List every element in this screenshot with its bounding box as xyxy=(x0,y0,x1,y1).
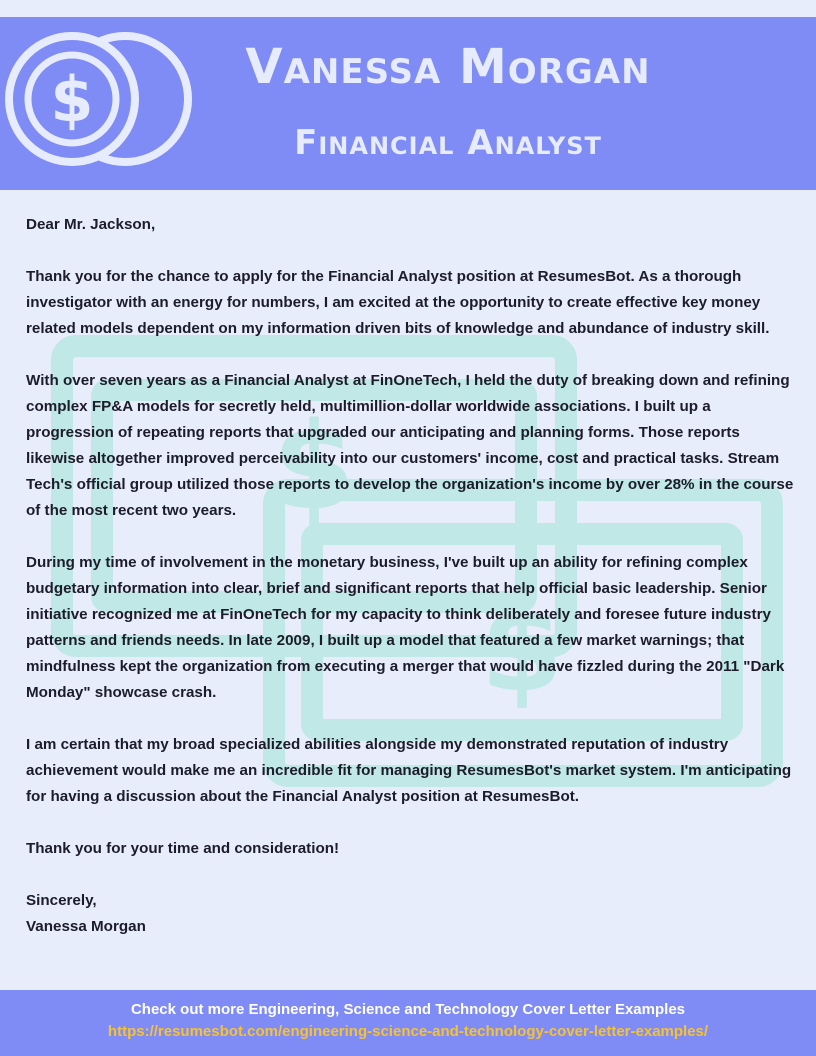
job-title: Financial Analyst xyxy=(294,123,602,163)
footer-link[interactable]: https://resumesbot.com/engineering-science-and-technology-cover-letter-examples/ xyxy=(107,1023,709,1040)
signature: Vanessa Morgan xyxy=(26,918,146,935)
footer-banner xyxy=(0,990,816,1056)
paragraph-skills: During my time of involvement in the monetary business, I've built up an ability for refining complex budgetary information into clear, brief and significant reports that help official basic leadership. Senior initiative recognized me at FinOneTech for my capacity to think deliberately and foresee future industry patterns and friends needs. In late 2009, I built up a model that featured a few market warnings; that mindfulness kept the organization from executing a merger that would have fizzled during the 2011 "Dark Monday" showcase crash. xyxy=(26,554,785,701)
applicant-name: Vanessa Morgan xyxy=(245,39,651,95)
svg-text:$: $ xyxy=(272,398,356,537)
paragraph-experience: With over seven years as a Financial Analyst at FinOneTech, I held the duty of breaking down and refining complex FP&A models for secretly held, multimillion-dollar worldwide associations. I built up a progression of repeating reports that upgraded our anticipating and planning forms. Those reports likewise altogether improved perceivability into our customers' income, cost and practical tasks. Stream Tech's official group utilized those reports to develop the organization's income by over 28% in the course of the most recent two years. xyxy=(26,372,794,519)
cover-letter-body xyxy=(26,212,796,940)
header-banner xyxy=(0,17,816,190)
paragraph-intro: Thank you for the chance to apply for the Financial Analyst position at ResumesBot. As a thorough investigator with an energy for numbers, I am excited at the opportunity to create effective key money related models dependent on my information driven bits of knowledge and abundance of industry skill. xyxy=(26,268,770,337)
sign-off: Sincerely, xyxy=(26,892,97,909)
paragraph-closing: I am certain that my broad specialized abilities alongside my demonstrated reputation of industry achievement would make me an incredible fit for managing ResumesBot's market system. I'm anticipating for having a discussion about the Financial Analyst position at ResumesBot. xyxy=(26,736,792,805)
svg-text:$: $ xyxy=(480,580,564,719)
svg-text:$: $ xyxy=(50,63,94,136)
paragraph-thanks: Thank you for your time and consideration! xyxy=(26,840,340,857)
top-strip xyxy=(0,0,816,17)
footer-text: Check out more Engineering, Science and Technology Cover Letter Examples xyxy=(130,1001,686,1018)
salutation: Dear Mr. Jackson, xyxy=(26,216,156,233)
